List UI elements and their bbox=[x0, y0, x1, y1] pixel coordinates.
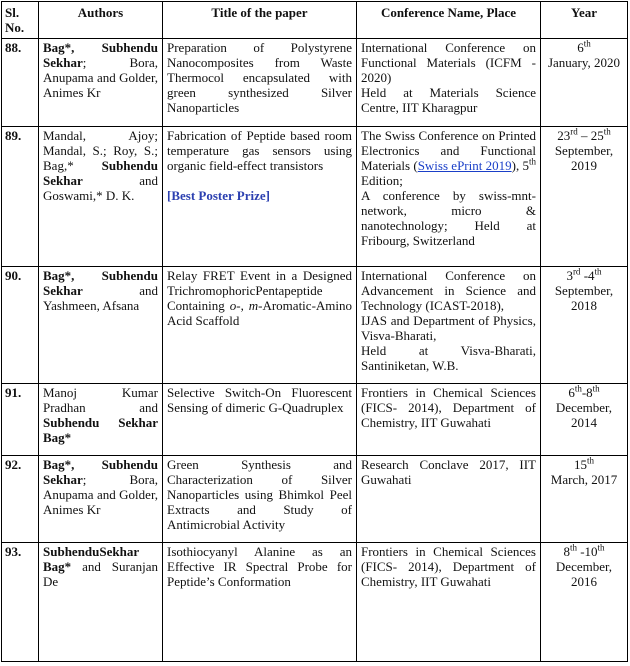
year-cell bbox=[541, 267, 628, 384]
conference-cell bbox=[357, 267, 541, 384]
authors-text: ; Bora, Anupama and Golder, Animes Kr bbox=[43, 472, 158, 517]
award-label: [Best Poster Prize] bbox=[167, 188, 270, 203]
year-suffix: th bbox=[586, 455, 594, 466]
title-cell: Selective Switch-On Fluorescent Sensing of dimeric G-Quadruplex bbox=[163, 384, 357, 456]
year-day: 6 bbox=[568, 385, 575, 400]
conference-place: A conference by swiss-mnt-network, micro & nanotechnology; Held at Fribourg, Switzerland bbox=[361, 188, 536, 248]
conference-place: Held at Materials Science Centre, IIT Kharagpur bbox=[361, 85, 536, 115]
author-highlight: Bag*, Subhendu Sekhar bbox=[43, 457, 158, 487]
conference-place: Held at Visva-Bharati, Santiniketan, W.B. bbox=[361, 343, 536, 373]
year-month: December, 2016 bbox=[555, 559, 613, 589]
year-month: March, 2017 bbox=[550, 472, 618, 487]
year-suffix: th bbox=[594, 266, 602, 277]
title-cell: Isothiocyanyl Alanine as an Effective IR Spectral Probe for Peptide’s Conformation bbox=[163, 543, 357, 662]
title-cell: Green Synthesis and Characterization of Silver Nanoparticles using Bhimkol Peel Extracts and Study of Antimicrobial Activity bbox=[163, 456, 357, 543]
row-number: 90. bbox=[2, 267, 39, 384]
year-day-end: -4 bbox=[580, 268, 595, 283]
year-suffix: rd bbox=[570, 126, 578, 137]
authors-cell bbox=[39, 456, 163, 543]
year-suffix: th bbox=[583, 38, 591, 49]
header-sl: Sl. No. bbox=[2, 2, 39, 39]
paper-title: Fabrication of Peptide based room temperature gas sensors using organic field-effect transistors bbox=[167, 128, 352, 173]
conference-cell bbox=[357, 39, 541, 127]
paper-title: -Aromatic-Amino Acid Scaffold bbox=[167, 298, 353, 328]
year-suffix: rd bbox=[572, 266, 581, 277]
authors-text: and Goswami,* D. K. bbox=[43, 173, 158, 203]
conference-name: International Conference on Advancement in Science and Technology (ICAST-2018), bbox=[361, 268, 536, 313]
conference-organizer: IJAS and Department of Physics, Visva-Bharati, bbox=[361, 313, 536, 343]
conference-name: International Conference on Functional Materials (ICFM - 2020) bbox=[361, 40, 536, 85]
conference-link[interactable]: Swiss ePrint 2019 bbox=[417, 158, 512, 173]
row-number: 91. bbox=[2, 384, 39, 456]
conference-name: Edition; bbox=[361, 173, 403, 188]
header-authors: Authors bbox=[39, 2, 163, 39]
paper-title-italic: o- bbox=[229, 298, 241, 313]
year-suffix: th bbox=[592, 383, 600, 394]
year-month: January, 2020 bbox=[547, 55, 621, 70]
row-number: 92. bbox=[2, 456, 39, 543]
paper-title: , bbox=[240, 298, 249, 313]
year-suffix: th bbox=[574, 383, 582, 394]
conference-name: The Swiss Conference on Printed Electronics and Functional Materials ( bbox=[361, 128, 536, 173]
header-row bbox=[2, 2, 628, 39]
table-row bbox=[2, 127, 628, 267]
year-day-end: -10 bbox=[576, 544, 598, 559]
table-row bbox=[2, 384, 628, 456]
year-cell bbox=[541, 127, 628, 267]
year-suffix: th bbox=[569, 542, 577, 553]
year-suffix: th bbox=[597, 542, 605, 553]
conference-cell bbox=[357, 127, 541, 267]
year-day: 8 bbox=[563, 544, 570, 559]
row-number: 88. bbox=[2, 39, 39, 127]
authors-text: ; Bora, Anupama and Golder, Animes Kr bbox=[43, 55, 158, 100]
header-year: Year bbox=[541, 2, 628, 39]
authors-cell bbox=[39, 384, 163, 456]
author-highlight: Subhendu Sekhar bbox=[43, 158, 158, 188]
author-highlight: Subhendu Sekhar Bag* bbox=[43, 415, 158, 445]
conference-name: ), 5 bbox=[511, 158, 529, 173]
authors-text: and Yashmeen, Afsana bbox=[43, 283, 158, 313]
paper-title: Relay FRET Event in a Designed TrichromophoricPentapeptide Containing bbox=[167, 268, 352, 313]
year-month: September, 2018 bbox=[554, 283, 614, 313]
edition-suffix: th bbox=[528, 156, 536, 167]
table-row bbox=[2, 39, 628, 127]
conference-cell: Research Conclave 2017, IIT Guwahati bbox=[357, 456, 541, 543]
author-highlight: Bag*, Subhendu Sekhar bbox=[43, 268, 158, 298]
year-cell bbox=[541, 543, 628, 662]
row-number: 89. bbox=[2, 127, 39, 267]
year-cell bbox=[541, 39, 628, 127]
paper-title-italic: m bbox=[248, 298, 259, 313]
title-cell bbox=[163, 267, 357, 384]
conference-cell: Frontiers in Chemical Sciences (FICS- 2014), Department of Chemistry, IIT Guwahati bbox=[357, 384, 541, 456]
author-highlight: Bag*, Subhendu Sekhar bbox=[43, 40, 158, 70]
year-day: 15 bbox=[573, 457, 587, 472]
authors-text: Manoj Kumar Pradhan and bbox=[43, 385, 158, 415]
year-day: 6 bbox=[577, 40, 584, 55]
conference-table bbox=[1, 1, 628, 662]
year-month: December, 2014 bbox=[555, 400, 613, 430]
year-suffix: th bbox=[603, 126, 611, 137]
table-row bbox=[2, 456, 628, 543]
header-conference: Conference Name, Place bbox=[357, 2, 541, 39]
header-title: Title of the paper bbox=[163, 2, 357, 39]
authors-cell bbox=[39, 267, 163, 384]
authors-text: and Suranjan De bbox=[43, 559, 158, 589]
authors-cell bbox=[39, 543, 163, 662]
year-cell bbox=[541, 456, 628, 543]
year-day-end: – 25 bbox=[577, 128, 604, 143]
year-day: 23 bbox=[557, 128, 571, 143]
title-cell: Preparation of Polystyrene Nanocomposites from Waste Thermocol encapsulated with green synthesized Silver Nanoparticles bbox=[163, 39, 357, 127]
year-day-end: -8 bbox=[581, 385, 593, 400]
authors-cell bbox=[39, 127, 163, 267]
table-row bbox=[2, 267, 628, 384]
author-highlight: SubhenduSekhar Bag* bbox=[43, 544, 140, 574]
year-day: 3 bbox=[566, 268, 573, 283]
conference-cell: Frontiers in Chemical Sciences (FICS- 2014), Department of Chemistry, IIT Guwahati bbox=[357, 543, 541, 662]
row-number: 93. bbox=[2, 543, 39, 662]
authors-text: Mandal, Ajoy; Mandal, S.; Roy, S.; Bag,* bbox=[43, 128, 158, 173]
title-cell bbox=[163, 127, 357, 267]
authors-cell bbox=[39, 39, 163, 127]
table-row bbox=[2, 543, 628, 662]
year-month: September, 2019 bbox=[554, 143, 614, 173]
year-cell bbox=[541, 384, 628, 456]
